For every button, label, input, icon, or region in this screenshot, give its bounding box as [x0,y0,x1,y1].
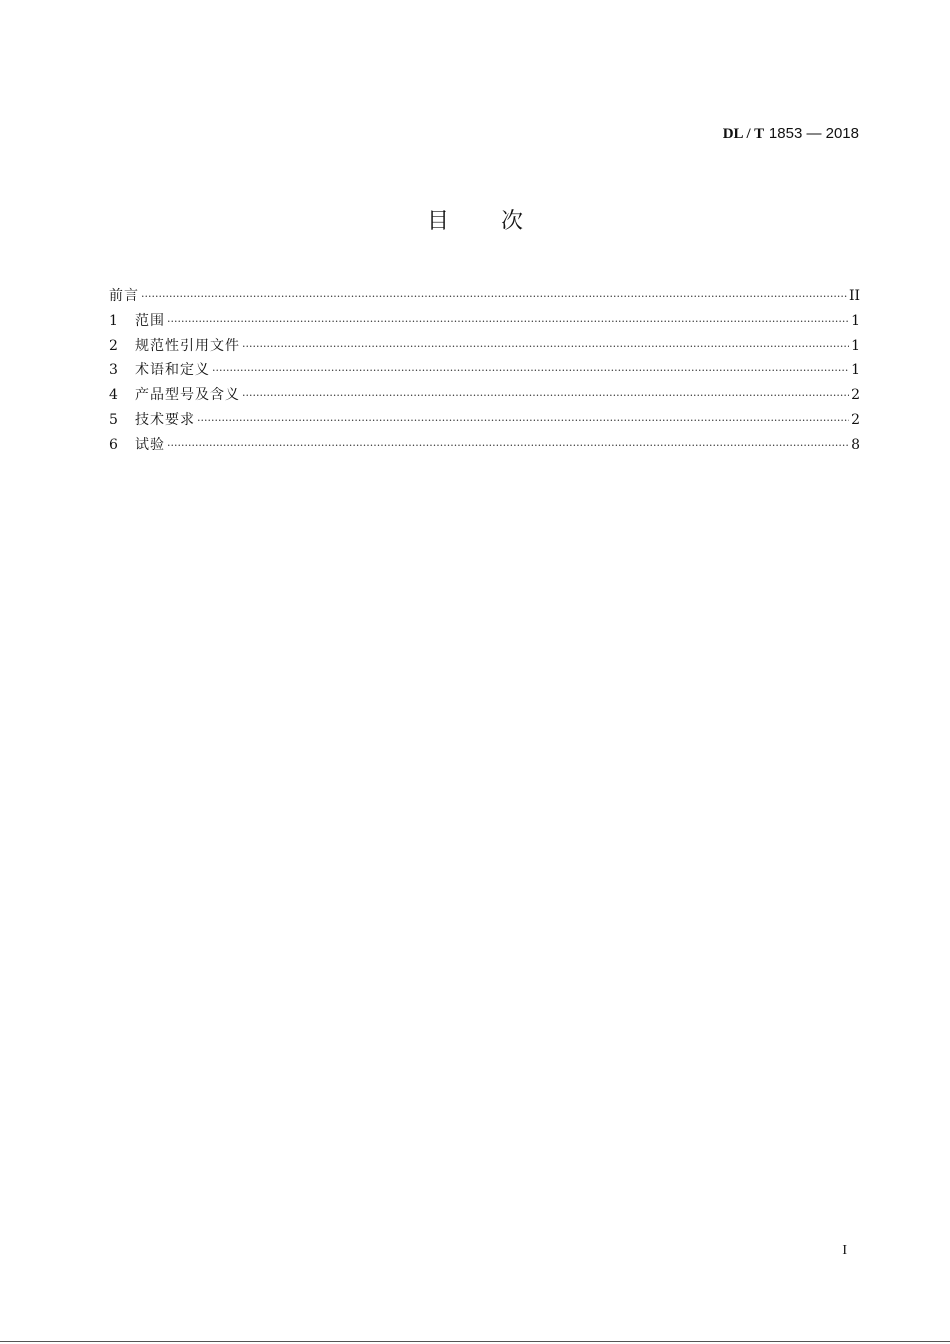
page-title [0,204,950,235]
toc-entry-label: 前言 [109,288,139,304]
toc-entry-label: 技术要求 [135,411,195,428]
standard-code: DL / T [722,126,765,142]
page-number: I [842,1243,847,1258]
toc-entry-page: 1 [851,362,860,379]
toc-entry-page: II [848,288,860,304]
toc-entry-number: 2 [109,337,118,354]
toc-entry-number: 6 [109,436,118,453]
toc-entry-page: 1 [851,312,860,329]
toc-dot-leader [242,384,849,409]
toc-entry-foreword[interactable] [109,284,860,309]
toc-entry-page: 1 [851,337,860,354]
toc-dot-leader [197,409,849,434]
bottom-divider [0,1341,950,1342]
toc-entry-tests[interactable] [109,433,860,458]
title-char-2: 次 [501,209,524,234]
toc-entry-number: 3 [109,362,118,379]
toc-entry-page: 2 [851,387,860,404]
toc-dot-leader [167,434,849,459]
toc-entry-product-model[interactable] [109,383,860,408]
toc-entry-terms-definitions[interactable] [109,358,860,383]
toc-dot-leader [141,285,847,310]
toc-entry-label: 产品型号及含义 [135,387,240,404]
toc-entry-page: 8 [851,436,860,453]
toc-entry-page: 2 [851,411,860,428]
table-of-contents [109,284,860,458]
document-code-header [723,124,859,143]
toc-entry-label: 试验 [135,436,165,453]
toc-entry-number: 4 [109,387,118,404]
toc-entry-scope[interactable] [109,309,860,334]
toc-entry-number: 5 [109,411,118,428]
toc-entry-label: 规范性引用文件 [135,337,240,354]
toc-dot-leader [242,335,849,360]
toc-dot-leader [167,310,849,335]
title-char-1: 目 [426,209,449,234]
toc-entry-technical-requirements[interactable] [109,408,860,433]
toc-entry-number: 1 [109,312,118,329]
toc-dot-leader [212,359,849,384]
toc-entry-label: 术语和定义 [135,362,210,379]
toc-entry-label: 范围 [135,312,165,329]
toc-entry-normative-references[interactable] [109,334,860,359]
standard-number: 1853 — 2018 [768,125,859,142]
